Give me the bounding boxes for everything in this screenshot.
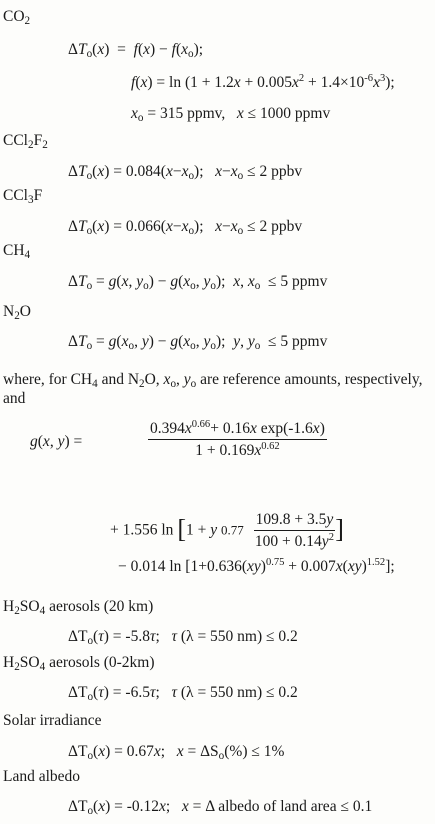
g-function-line-3: − 0.014 ln [1+0.636(xy)$^{0.75}$ + 0.007x(xy)$^{1.52}$]; bbox=[118, 557, 395, 575]
co2-heading: $CO_2$ bbox=[3, 8, 31, 27]
h2so4-20km-heading: $H_2SO_4$ aerosols (20 km) bbox=[3, 598, 154, 617]
h2so4-20km-equation: $\Delta T_o(\tau) = -5.8\tau$; τ (λ = 550 nm) ≤ 0.2 bbox=[68, 628, 298, 647]
solar-irradiance-equation: $\Delta T_o(x) = 0.67x$; $x = \Delta S_o(\%) \le 1\%$ bbox=[68, 743, 285, 762]
land-albedo-heading: Land albedo bbox=[3, 768, 81, 785]
co2-equation-1: $\Delta T_o(x) = f(x) - f(x_o)$; bbox=[68, 41, 204, 60]
land-albedo-equation: $\Delta T_o(x) = -0.12x$; x = Δ albedo of land area ≤ 0.1 bbox=[68, 798, 373, 817]
g-function-line-2: + 1.556 ln [1 + y 0.77 $\frac{109.8 + 3.5y}{100 + 0.14y^2}$ ] bbox=[110, 511, 344, 551]
co2-equation-3: $x_o = 315$ ppmv, x ≤ 1000 ppmv bbox=[131, 105, 331, 124]
ccl2f2-equation: $\Delta T_o(x) = 0.084(x-x_o)$; $x-x_o \le 2$ ppbv bbox=[68, 163, 303, 182]
g-function-fraction-1: $\frac{0.394x^{0.66}+ 0.16x \exp(-1.6x)}{1 + 0.169x^{0.62}}$ bbox=[150, 419, 325, 460]
solar-irradiance-heading: Solar irradiance bbox=[3, 712, 102, 729]
n2o-equation: $\Delta T_o = g(x_o$, $y) - g(x_o$, $y_o$); y, $y_o \le 5$ ppmv bbox=[68, 333, 328, 352]
g-function-lhs: g(x, y) = bbox=[30, 433, 83, 450]
ccl3f-equation: $\Delta T_o(x) = 0.066(x-x_o)$; $x-x_o \le 2$ ppbv bbox=[68, 218, 303, 237]
h2so4-0-2km-heading: $H_2SO_4$ aerosols (0-2km) bbox=[3, 654, 155, 673]
ccl3f-heading: CCl$_3$F bbox=[3, 187, 43, 206]
ch4-equation: $\Delta T_o = g(x$, $y_o) - g(x_o$, $y_o$); x, $x_o \le 5$ ppmv bbox=[68, 273, 328, 292]
n2o-heading: $N_2O$ bbox=[3, 303, 31, 322]
ccl2f2-heading: $CCl_2F_2$ bbox=[3, 132, 48, 151]
h2so4-0-2km-equation: $\Delta T_o(\tau) = -6.5\tau$; τ (λ = 550 nm) ≤ 0.2 bbox=[68, 684, 298, 703]
co2-equation-2: $f(x) = \ln (1 + 1.2x + 0.005x^2 + 1.4\times 10^{-6}x^3)$; bbox=[131, 73, 395, 91]
ch4-heading: $CH_4$ bbox=[3, 242, 31, 261]
where-paragraph: where, for $CH_4$ and $N_2O$, $x_o$, $y_o$ are reference amounts, respectively, and bbox=[3, 371, 423, 408]
